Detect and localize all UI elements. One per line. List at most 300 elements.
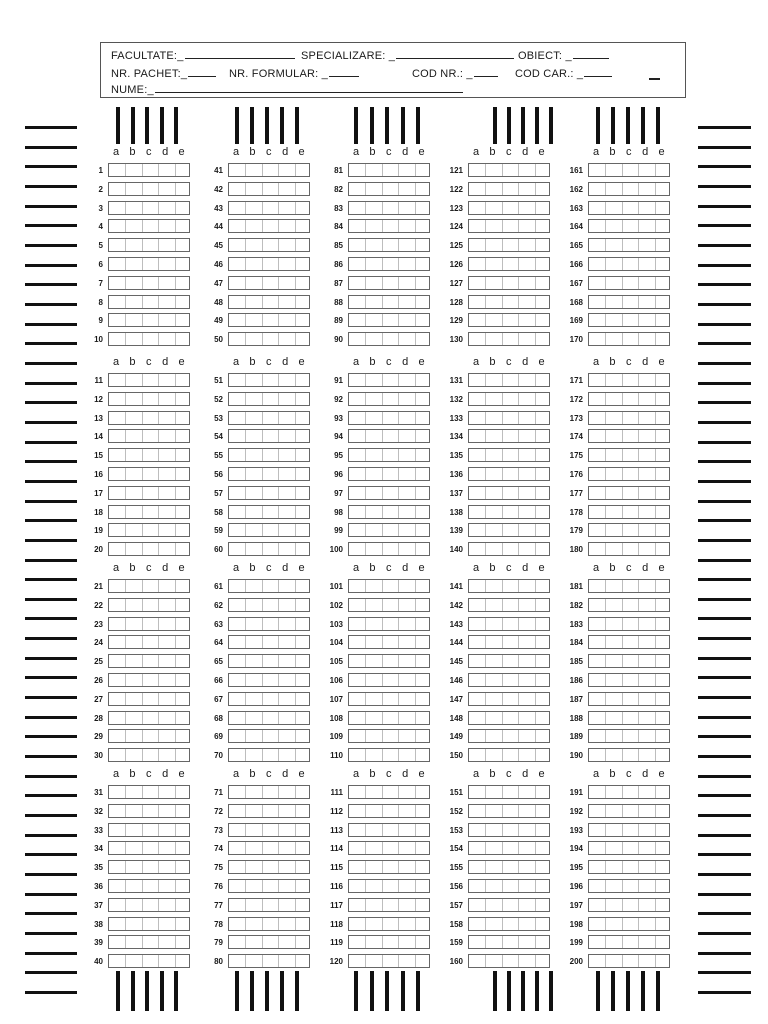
- answer-cell-97-d[interactable]: [398, 487, 399, 499]
- answer-cell-190-b[interactable]: [605, 749, 606, 761]
- answer-cell-192-d[interactable]: [638, 805, 639, 817]
- answer-cell-64-c[interactable]: [262, 636, 263, 648]
- answer-cell-133-e[interactable]: [535, 412, 536, 424]
- answer-cell-105-e[interactable]: [415, 655, 416, 667]
- answer-cell-131-c[interactable]: [502, 374, 503, 386]
- answer-cell-100-c[interactable]: [382, 543, 383, 555]
- answer-cell-33-e[interactable]: [175, 824, 176, 836]
- answer-cell-74-b[interactable]: [245, 842, 246, 854]
- answer-cell-174-d[interactable]: [638, 430, 639, 442]
- answer-cell-109-b[interactable]: [365, 730, 366, 742]
- answer-cell-73-e[interactable]: [295, 824, 296, 836]
- answer-row-190[interactable]: [588, 748, 670, 762]
- answer-cell-114-c[interactable]: [382, 842, 383, 854]
- answer-cell-32-c[interactable]: [142, 805, 143, 817]
- answer-cell-147-e[interactable]: [535, 693, 536, 705]
- answer-row-119[interactable]: [348, 935, 430, 949]
- answer-row-80[interactable]: [228, 954, 310, 968]
- answer-cell-197-b[interactable]: [605, 899, 606, 911]
- answer-cell-59-b[interactable]: [245, 524, 246, 536]
- answer-cell-127-b[interactable]: [485, 277, 486, 289]
- answer-row-16[interactable]: [108, 467, 190, 481]
- answer-cell-106-e[interactable]: [415, 674, 416, 686]
- answer-cell-19-c[interactable]: [142, 524, 143, 536]
- answer-cell-80-d[interactable]: [278, 955, 279, 967]
- answer-cell-175-b[interactable]: [605, 449, 606, 461]
- answer-cell-200-e[interactable]: [655, 955, 656, 967]
- answer-cell-100-b[interactable]: [365, 543, 366, 555]
- answer-cell-67-b[interactable]: [245, 693, 246, 705]
- answer-cell-174-b[interactable]: [605, 430, 606, 442]
- answer-row-126[interactable]: [468, 257, 550, 271]
- answer-cell-10-d[interactable]: [158, 333, 159, 345]
- answer-cell-54-d[interactable]: [278, 430, 279, 442]
- answer-cell-90-d[interactable]: [398, 333, 399, 345]
- answer-row-22[interactable]: [108, 598, 190, 612]
- answer-cell-29-d[interactable]: [158, 730, 159, 742]
- answer-cell-106-d[interactable]: [398, 674, 399, 686]
- answer-cell-70-b[interactable]: [245, 749, 246, 761]
- answer-cell-55-e[interactable]: [295, 449, 296, 461]
- answer-row-61[interactable]: [228, 579, 310, 593]
- answer-cell-194-e[interactable]: [655, 842, 656, 854]
- answer-cell-128-d[interactable]: [518, 296, 519, 308]
- answer-cell-198-e[interactable]: [655, 918, 656, 930]
- answer-cell-8-d[interactable]: [158, 296, 159, 308]
- answer-cell-140-c[interactable]: [502, 543, 503, 555]
- answer-row-181[interactable]: [588, 579, 670, 593]
- answer-cell-112-e[interactable]: [415, 805, 416, 817]
- answer-cell-110-e[interactable]: [415, 749, 416, 761]
- answer-cell-72-b[interactable]: [245, 805, 246, 817]
- answer-row-35[interactable]: [108, 860, 190, 874]
- answer-cell-85-d[interactable]: [398, 239, 399, 251]
- answer-cell-99-b[interactable]: [365, 524, 366, 536]
- answer-row-104[interactable]: [348, 635, 430, 649]
- answer-cell-183-c[interactable]: [622, 618, 623, 630]
- answer-cell-49-b[interactable]: [245, 314, 246, 326]
- answer-cell-156-c[interactable]: [502, 880, 503, 892]
- answer-cell-76-e[interactable]: [295, 880, 296, 892]
- answer-cell-93-c[interactable]: [382, 412, 383, 424]
- answer-row-93[interactable]: [348, 411, 430, 425]
- answer-row-79[interactable]: [228, 935, 310, 949]
- answer-cell-125-e[interactable]: [535, 239, 536, 251]
- answer-cell-194-d[interactable]: [638, 842, 639, 854]
- answer-cell-54-e[interactable]: [295, 430, 296, 442]
- answer-row-173[interactable]: [588, 411, 670, 425]
- answer-row-162[interactable]: [588, 182, 670, 196]
- answer-cell-74-e[interactable]: [295, 842, 296, 854]
- answer-cell-144-e[interactable]: [535, 636, 536, 648]
- answer-cell-166-d[interactable]: [638, 258, 639, 270]
- answer-cell-128-b[interactable]: [485, 296, 486, 308]
- answer-cell-171-b[interactable]: [605, 374, 606, 386]
- answer-cell-123-c[interactable]: [502, 202, 503, 214]
- answer-row-197[interactable]: [588, 898, 670, 912]
- answer-row-87[interactable]: [348, 276, 430, 290]
- answer-cell-97-e[interactable]: [415, 487, 416, 499]
- answer-cell-89-e[interactable]: [415, 314, 416, 326]
- answer-row-178[interactable]: [588, 505, 670, 519]
- answer-cell-5-c[interactable]: [142, 239, 143, 251]
- answer-row-64[interactable]: [228, 635, 310, 649]
- answer-cell-77-c[interactable]: [262, 899, 263, 911]
- answer-cell-61-c[interactable]: [262, 580, 263, 592]
- answer-cell-123-e[interactable]: [535, 202, 536, 214]
- answer-cell-91-e[interactable]: [415, 374, 416, 386]
- answer-cell-164-e[interactable]: [655, 220, 656, 232]
- answer-cell-145-e[interactable]: [535, 655, 536, 667]
- answer-cell-42-d[interactable]: [278, 183, 279, 195]
- answer-cell-68-b[interactable]: [245, 712, 246, 724]
- answer-cell-195-e[interactable]: [655, 861, 656, 873]
- answer-cell-182-b[interactable]: [605, 599, 606, 611]
- answer-cell-175-e[interactable]: [655, 449, 656, 461]
- answer-row-70[interactable]: [228, 748, 310, 762]
- answer-cell-14-e[interactable]: [175, 430, 176, 442]
- answer-cell-102-b[interactable]: [365, 599, 366, 611]
- answer-row-129[interactable]: [468, 313, 550, 327]
- answer-cell-98-c[interactable]: [382, 506, 383, 518]
- answer-cell-113-b[interactable]: [365, 824, 366, 836]
- answer-cell-145-d[interactable]: [518, 655, 519, 667]
- answer-cell-102-d[interactable]: [398, 599, 399, 611]
- answer-cell-184-e[interactable]: [655, 636, 656, 648]
- answer-cell-44-c[interactable]: [262, 220, 263, 232]
- answer-row-103[interactable]: [348, 617, 430, 631]
- answer-cell-79-d[interactable]: [278, 936, 279, 948]
- answer-row-82[interactable]: [348, 182, 430, 196]
- answer-cell-122-c[interactable]: [502, 183, 503, 195]
- answer-cell-65-b[interactable]: [245, 655, 246, 667]
- answer-cell-132-c[interactable]: [502, 393, 503, 405]
- answer-row-23[interactable]: [108, 617, 190, 631]
- answer-row-183[interactable]: [588, 617, 670, 631]
- answer-cell-16-e[interactable]: [175, 468, 176, 480]
- answer-cell-155-d[interactable]: [518, 861, 519, 873]
- answer-cell-58-c[interactable]: [262, 506, 263, 518]
- answer-row-195[interactable]: [588, 860, 670, 874]
- answer-cell-124-c[interactable]: [502, 220, 503, 232]
- answer-cell-46-c[interactable]: [262, 258, 263, 270]
- answer-cell-46-e[interactable]: [295, 258, 296, 270]
- answer-cell-135-e[interactable]: [535, 449, 536, 461]
- answer-cell-144-b[interactable]: [485, 636, 486, 648]
- answer-cell-20-e[interactable]: [175, 543, 176, 555]
- answer-row-49[interactable]: [228, 313, 310, 327]
- answer-row-107[interactable]: [348, 692, 430, 706]
- answer-row-100[interactable]: [348, 542, 430, 556]
- answer-cell-189-b[interactable]: [605, 730, 606, 742]
- answer-cell-182-c[interactable]: [622, 599, 623, 611]
- answer-row-187[interactable]: [588, 692, 670, 706]
- answer-row-10[interactable]: [108, 332, 190, 346]
- answer-cell-116-e[interactable]: [415, 880, 416, 892]
- answer-cell-12-b[interactable]: [125, 393, 126, 405]
- answer-cell-133-b[interactable]: [485, 412, 486, 424]
- answer-cell-16-c[interactable]: [142, 468, 143, 480]
- answer-cell-101-e[interactable]: [415, 580, 416, 592]
- answer-cell-42-c[interactable]: [262, 183, 263, 195]
- answer-cell-193-d[interactable]: [638, 824, 639, 836]
- answer-row-120[interactable]: [348, 954, 430, 968]
- answer-cell-156-e[interactable]: [535, 880, 536, 892]
- answer-cell-103-d[interactable]: [398, 618, 399, 630]
- answer-row-14[interactable]: [108, 429, 190, 443]
- answer-cell-195-c[interactable]: [622, 861, 623, 873]
- answer-cell-117-b[interactable]: [365, 899, 366, 911]
- answer-cell-186-b[interactable]: [605, 674, 606, 686]
- answer-cell-152-c[interactable]: [502, 805, 503, 817]
- answer-cell-36-d[interactable]: [158, 880, 159, 892]
- answer-cell-130-d[interactable]: [518, 333, 519, 345]
- answer-row-132[interactable]: [468, 392, 550, 406]
- answer-cell-92-d[interactable]: [398, 393, 399, 405]
- answer-cell-7-c[interactable]: [142, 277, 143, 289]
- answer-cell-82-b[interactable]: [365, 183, 366, 195]
- answer-cell-160-e[interactable]: [535, 955, 536, 967]
- answer-cell-63-c[interactable]: [262, 618, 263, 630]
- answer-row-26[interactable]: [108, 673, 190, 687]
- answer-cell-3-b[interactable]: [125, 202, 126, 214]
- answer-cell-30-d[interactable]: [158, 749, 159, 761]
- answer-cell-92-b[interactable]: [365, 393, 366, 405]
- answer-cell-11-c[interactable]: [142, 374, 143, 386]
- answer-cell-199-d[interactable]: [638, 936, 639, 948]
- answer-cell-24-b[interactable]: [125, 636, 126, 648]
- answer-cell-144-d[interactable]: [518, 636, 519, 648]
- answer-cell-87-b[interactable]: [365, 277, 366, 289]
- answer-row-86[interactable]: [348, 257, 430, 271]
- answer-cell-105-b[interactable]: [365, 655, 366, 667]
- answer-cell-199-e[interactable]: [655, 936, 656, 948]
- answer-cell-65-e[interactable]: [295, 655, 296, 667]
- answer-cell-27-c[interactable]: [142, 693, 143, 705]
- answer-cell-111-d[interactable]: [398, 786, 399, 798]
- answer-cell-191-b[interactable]: [605, 786, 606, 798]
- answer-cell-49-d[interactable]: [278, 314, 279, 326]
- answer-cell-102-e[interactable]: [415, 599, 416, 611]
- answer-cell-176-e[interactable]: [655, 468, 656, 480]
- answer-cell-45-d[interactable]: [278, 239, 279, 251]
- answer-row-89[interactable]: [348, 313, 430, 327]
- answer-cell-41-d[interactable]: [278, 164, 279, 176]
- answer-cell-40-e[interactable]: [175, 955, 176, 967]
- answer-cell-43-c[interactable]: [262, 202, 263, 214]
- answer-row-151[interactable]: [468, 785, 550, 799]
- answer-cell-51-b[interactable]: [245, 374, 246, 386]
- answer-cell-115-c[interactable]: [382, 861, 383, 873]
- answer-cell-129-b[interactable]: [485, 314, 486, 326]
- answer-row-30[interactable]: [108, 748, 190, 762]
- answer-cell-83-c[interactable]: [382, 202, 383, 214]
- answer-cell-129-d[interactable]: [518, 314, 519, 326]
- answer-cell-7-b[interactable]: [125, 277, 126, 289]
- answer-cell-56-b[interactable]: [245, 468, 246, 480]
- answer-cell-53-d[interactable]: [278, 412, 279, 424]
- answer-cell-106-c[interactable]: [382, 674, 383, 686]
- answer-cell-198-b[interactable]: [605, 918, 606, 930]
- answer-row-154[interactable]: [468, 841, 550, 855]
- answer-row-150[interactable]: [468, 748, 550, 762]
- answer-cell-55-b[interactable]: [245, 449, 246, 461]
- answer-cell-163-d[interactable]: [638, 202, 639, 214]
- answer-cell-84-d[interactable]: [398, 220, 399, 232]
- answer-cell-73-d[interactable]: [278, 824, 279, 836]
- answer-cell-151-c[interactable]: [502, 786, 503, 798]
- answer-cell-136-d[interactable]: [518, 468, 519, 480]
- answer-cell-133-d[interactable]: [518, 412, 519, 424]
- answer-cell-80-e[interactable]: [295, 955, 296, 967]
- answer-row-45[interactable]: [228, 238, 310, 252]
- answer-cell-52-b[interactable]: [245, 393, 246, 405]
- answer-cell-17-d[interactable]: [158, 487, 159, 499]
- answer-cell-135-c[interactable]: [502, 449, 503, 461]
- answer-row-17[interactable]: [108, 486, 190, 500]
- answer-cell-16-b[interactable]: [125, 468, 126, 480]
- answer-cell-53-c[interactable]: [262, 412, 263, 424]
- answer-cell-103-c[interactable]: [382, 618, 383, 630]
- answer-cell-42-e[interactable]: [295, 183, 296, 195]
- answer-cell-127-c[interactable]: [502, 277, 503, 289]
- answer-cell-4-c[interactable]: [142, 220, 143, 232]
- answer-cell-3-d[interactable]: [158, 202, 159, 214]
- answer-cell-160-c[interactable]: [502, 955, 503, 967]
- answer-cell-162-d[interactable]: [638, 183, 639, 195]
- answer-cell-49-c[interactable]: [262, 314, 263, 326]
- answer-cell-24-c[interactable]: [142, 636, 143, 648]
- answer-cell-148-c[interactable]: [502, 712, 503, 724]
- answer-cell-80-b[interactable]: [245, 955, 246, 967]
- answer-cell-60-b[interactable]: [245, 543, 246, 555]
- answer-cell-190-c[interactable]: [622, 749, 623, 761]
- answer-cell-165-d[interactable]: [638, 239, 639, 251]
- answer-cell-171-d[interactable]: [638, 374, 639, 386]
- answer-cell-62-b[interactable]: [245, 599, 246, 611]
- answer-row-75[interactable]: [228, 860, 310, 874]
- answer-row-189[interactable]: [588, 729, 670, 743]
- answer-cell-29-b[interactable]: [125, 730, 126, 742]
- answer-cell-9-d[interactable]: [158, 314, 159, 326]
- answer-cell-132-b[interactable]: [485, 393, 486, 405]
- answer-cell-8-c[interactable]: [142, 296, 143, 308]
- answer-cell-20-d[interactable]: [158, 543, 159, 555]
- answer-cell-66-b[interactable]: [245, 674, 246, 686]
- answer-cell-24-d[interactable]: [158, 636, 159, 648]
- answer-cell-145-c[interactable]: [502, 655, 503, 667]
- answer-cell-148-b[interactable]: [485, 712, 486, 724]
- answer-cell-73-c[interactable]: [262, 824, 263, 836]
- answer-cell-41-b[interactable]: [245, 164, 246, 176]
- answer-cell-47-d[interactable]: [278, 277, 279, 289]
- answer-cell-169-e[interactable]: [655, 314, 656, 326]
- answer-cell-195-d[interactable]: [638, 861, 639, 873]
- answer-row-159[interactable]: [468, 935, 550, 949]
- answer-cell-39-e[interactable]: [175, 936, 176, 948]
- answer-cell-118-e[interactable]: [415, 918, 416, 930]
- answer-cell-135-b[interactable]: [485, 449, 486, 461]
- answer-cell-18-b[interactable]: [125, 506, 126, 518]
- answer-row-29[interactable]: [108, 729, 190, 743]
- answer-cell-160-d[interactable]: [518, 955, 519, 967]
- answer-cell-158-c[interactable]: [502, 918, 503, 930]
- answer-cell-146-c[interactable]: [502, 674, 503, 686]
- answer-cell-101-d[interactable]: [398, 580, 399, 592]
- answer-row-140[interactable]: [468, 542, 550, 556]
- answer-row-186[interactable]: [588, 673, 670, 687]
- answer-cell-181-e[interactable]: [655, 580, 656, 592]
- answer-cell-50-c[interactable]: [262, 333, 263, 345]
- answer-cell-192-e[interactable]: [655, 805, 656, 817]
- answer-cell-119-e[interactable]: [415, 936, 416, 948]
- answer-cell-187-c[interactable]: [622, 693, 623, 705]
- answer-cell-122-b[interactable]: [485, 183, 486, 195]
- answer-cell-63-e[interactable]: [295, 618, 296, 630]
- answer-cell-126-c[interactable]: [502, 258, 503, 270]
- answer-cell-58-e[interactable]: [295, 506, 296, 518]
- answer-row-148[interactable]: [468, 711, 550, 725]
- answer-cell-155-e[interactable]: [535, 861, 536, 873]
- answer-cell-148-d[interactable]: [518, 712, 519, 724]
- answer-cell-103-b[interactable]: [365, 618, 366, 630]
- answer-cell-197-e[interactable]: [655, 899, 656, 911]
- answer-row-96[interactable]: [348, 467, 430, 481]
- answer-cell-33-c[interactable]: [142, 824, 143, 836]
- answer-cell-162-c[interactable]: [622, 183, 623, 195]
- answer-row-114[interactable]: [348, 841, 430, 855]
- answer-cell-14-d[interactable]: [158, 430, 159, 442]
- answer-cell-179-e[interactable]: [655, 524, 656, 536]
- answer-cell-117-e[interactable]: [415, 899, 416, 911]
- answer-cell-51-c[interactable]: [262, 374, 263, 386]
- answer-cell-77-b[interactable]: [245, 899, 246, 911]
- answer-cell-189-c[interactable]: [622, 730, 623, 742]
- answer-row-43[interactable]: [228, 201, 310, 215]
- answer-cell-153-d[interactable]: [518, 824, 519, 836]
- answer-cell-168-e[interactable]: [655, 296, 656, 308]
- answer-row-7[interactable]: [108, 276, 190, 290]
- answer-cell-4-b[interactable]: [125, 220, 126, 232]
- answer-cell-14-c[interactable]: [142, 430, 143, 442]
- answer-cell-196-c[interactable]: [622, 880, 623, 892]
- answer-row-97[interactable]: [348, 486, 430, 500]
- answer-cell-170-c[interactable]: [622, 333, 623, 345]
- answer-cell-162-e[interactable]: [655, 183, 656, 195]
- answer-cell-153-c[interactable]: [502, 824, 503, 836]
- answer-cell-111-b[interactable]: [365, 786, 366, 798]
- answer-cell-105-d[interactable]: [398, 655, 399, 667]
- answer-cell-84-e[interactable]: [415, 220, 416, 232]
- answer-cell-161-e[interactable]: [655, 164, 656, 176]
- answer-row-62[interactable]: [228, 598, 310, 612]
- answer-cell-165-c[interactable]: [622, 239, 623, 251]
- answer-cell-143-c[interactable]: [502, 618, 503, 630]
- answer-row-134[interactable]: [468, 429, 550, 443]
- answer-cell-99-d[interactable]: [398, 524, 399, 536]
- answer-cell-181-b[interactable]: [605, 580, 606, 592]
- answer-row-42[interactable]: [228, 182, 310, 196]
- answer-cell-146-e[interactable]: [535, 674, 536, 686]
- answer-cell-32-d[interactable]: [158, 805, 159, 817]
- answer-cell-108-d[interactable]: [398, 712, 399, 724]
- answer-cell-173-c[interactable]: [622, 412, 623, 424]
- answer-cell-85-e[interactable]: [415, 239, 416, 251]
- answer-cell-191-c[interactable]: [622, 786, 623, 798]
- answer-cell-82-e[interactable]: [415, 183, 416, 195]
- answer-cell-33-b[interactable]: [125, 824, 126, 836]
- answer-cell-36-c[interactable]: [142, 880, 143, 892]
